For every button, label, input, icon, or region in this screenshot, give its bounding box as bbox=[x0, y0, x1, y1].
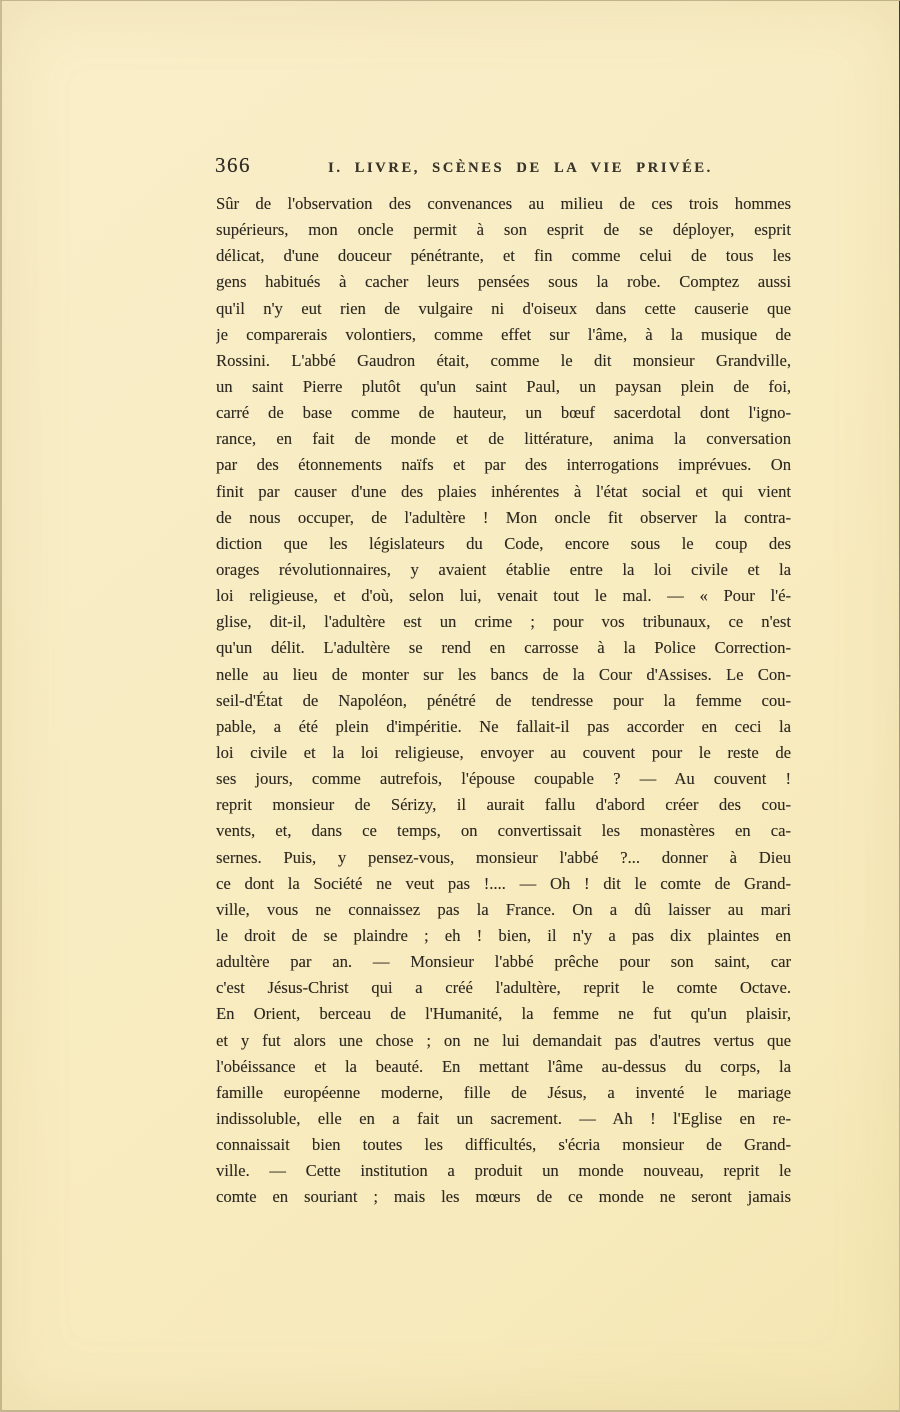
text-line: qu'il n'y eut rien de vulgaire ni d'oiseux dans cette causerie que bbox=[216, 298, 791, 318]
text-line: le droit de se plaindre ; eh ! bien, il n'y a pas dix plaintes en bbox=[216, 925, 791, 945]
text-line: pable, a été plein d'impéritie. Ne fallait-il pas accorder en ceci la bbox=[216, 716, 791, 736]
text-line: ville, vous ne connaissez pas la France. On a dû laisser au mari bbox=[216, 899, 791, 919]
text-line: un saint Pierre plutôt qu'un saint Paul, un paysan plein de foi, bbox=[216, 376, 791, 396]
text-line: famille européenne moderne, fille de Jésus, a inventé le mariage bbox=[216, 1082, 791, 1102]
text-line: loi civile et la loi religieuse, envoyer au couvent pour le reste de bbox=[216, 742, 791, 762]
text-line: délicat, d'une douceur pénétrante, et fin comme celui de tous les bbox=[216, 246, 791, 266]
text-line: par des étonnements naïfs et par des interrogations imprévues. On bbox=[216, 455, 791, 475]
text-line: et y fut alors une chose ; on ne lui demandait pas d'autres vertus que bbox=[216, 1030, 791, 1050]
text-line: carré de base comme de hauteur, un bœuf sacerdotal dont l'igno- bbox=[216, 403, 791, 423]
text-block bbox=[216, 191, 791, 1210]
text-line: diction que les législateurs du Code, encore sous le coup des bbox=[216, 533, 791, 553]
text-line: adultère par an. — Monsieur l'abbé prêche pour son saint, car bbox=[216, 952, 791, 972]
text-line: loi religieuse, et d'où, selon lui, venait tout le mal. — « Pour l'é- bbox=[216, 586, 791, 606]
page-header bbox=[215, 153, 790, 178]
text-line: ses jours, comme autrefois, l'épouse coupable ? — Au couvent ! bbox=[216, 769, 791, 789]
text-line: de nous occuper, de l'adultère ! Mon oncle fit observer la contra- bbox=[216, 507, 791, 527]
text-line: indissoluble, elle en a fait un sacrement. — Ah ! l'Eglise en re- bbox=[216, 1108, 791, 1128]
text-line: Sûr de l'observation des convenances au milieu de ces trois hommes bbox=[216, 194, 791, 213]
running-title: I. LIVRE, SCÈNES DE LA VIE PRIVÉE. bbox=[328, 160, 713, 176]
text-line: vents, et, dans ce temps, on convertissait les monastères en ca- bbox=[216, 821, 791, 841]
text-line: gens habitués à cacher leurs pensées sous la robe. Comptez aussi bbox=[216, 272, 791, 292]
text-line: ce dont la Société ne veut pas !.... — Oh ! dit le comte de Grand- bbox=[216, 873, 791, 893]
text-line: qu'un délit. L'adultère se rend en carrosse à la Police Correction- bbox=[216, 638, 791, 658]
text-line: l'obéissance et la beauté. En mettant l'âme au-dessus du corps, la bbox=[216, 1056, 791, 1076]
text-line: supérieurs, mon oncle permit à son esprit de se déployer, esprit bbox=[216, 220, 791, 240]
text-line: rance, en fait de monde et de littérature, anima la conversation bbox=[216, 429, 791, 449]
text-line: nelle au lieu de monter sur les bancs de la Cour d'Assises. Le Con- bbox=[216, 664, 791, 684]
text-line: orages révolutionnaires, y avaient établie entre la loi civile et la bbox=[216, 559, 791, 579]
text-line: je comparerais volontiers, comme effet sur l'âme, à la musique de bbox=[216, 324, 791, 344]
text-line: c'est Jésus-Christ qui a créé l'adultère, reprit le comte Octave. bbox=[216, 978, 791, 998]
text-line: finit par causer d'une des plaies inhérentes à l'état social et qui vient bbox=[216, 481, 791, 501]
text-line: Rossini. L'abbé Gaudron était, comme le dit monsieur Grandville, bbox=[216, 350, 791, 370]
text-line: En Orient, berceau de l'Humanité, la femme ne fut qu'un plaisir, bbox=[216, 1004, 791, 1024]
text-line: connaissait bien toutes les difficultés, s'écria monsieur de Grand- bbox=[216, 1135, 791, 1155]
text-line: comte en souriant ; mais les mœurs de ce monde ne seront jamais bbox=[216, 1187, 791, 1207]
text-line: sernes. Puis, y pensez-vous, monsieur l'abbé ?... donner à Dieu bbox=[216, 847, 791, 867]
text-line: ville. — Cette institution a produit un monde nouveau, reprit le bbox=[216, 1161, 791, 1181]
text-line: glise, dit-il, l'adultère est un crime ; pour vos tribunaux, ce n'est bbox=[216, 612, 791, 632]
text-line: reprit monsieur de Sérizy, il aurait fallu d'abord créer des cou- bbox=[216, 795, 791, 815]
text-line: seil-d'État de Napoléon, pénétré de tendresse pour la femme cou- bbox=[216, 690, 791, 710]
page-number: 366 bbox=[215, 153, 251, 177]
